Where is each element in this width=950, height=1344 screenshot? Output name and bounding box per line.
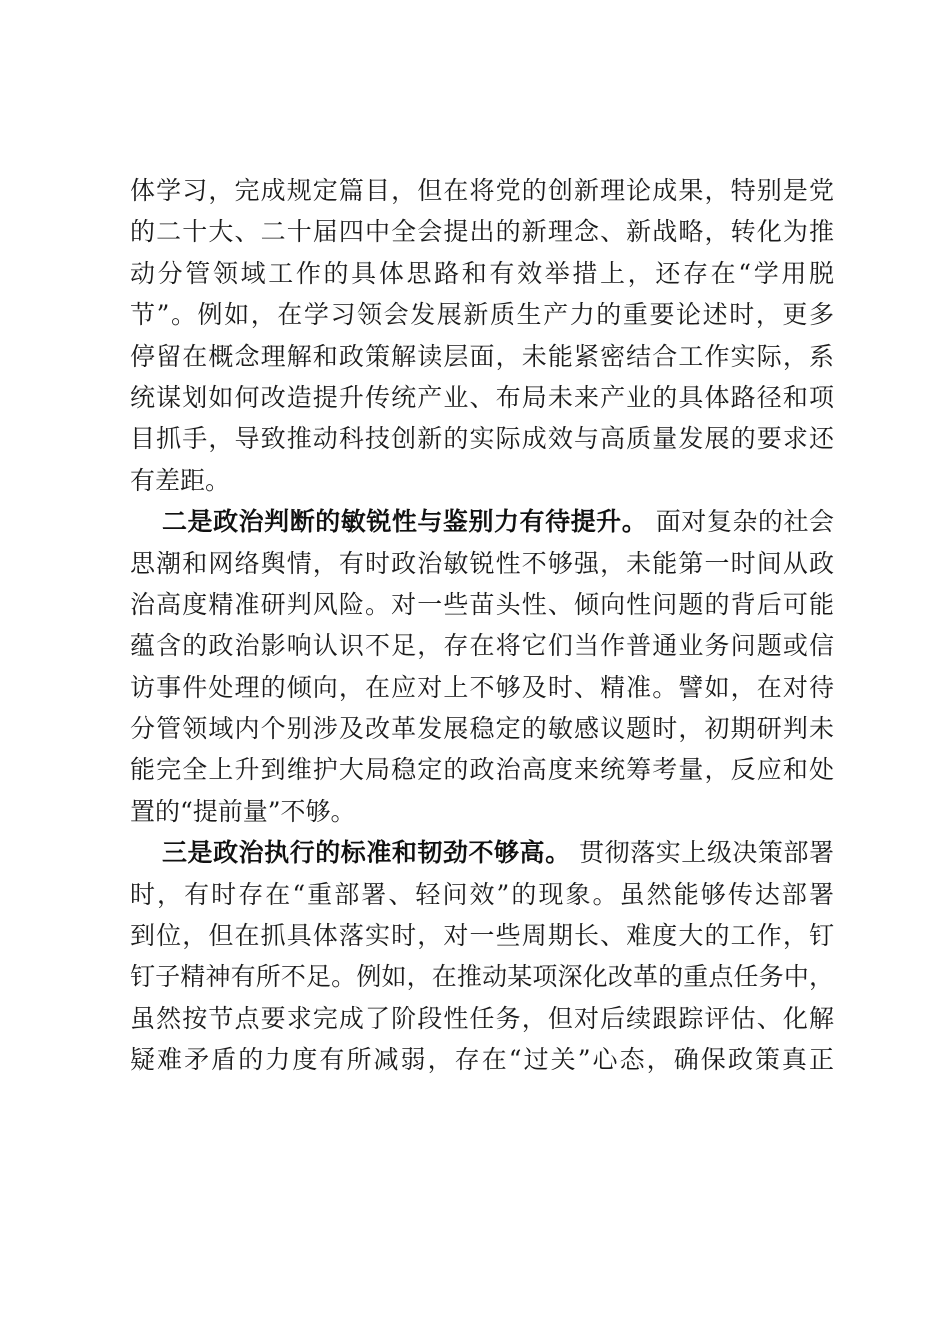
paragraph-lead-text: 贯彻落实上级决策部署 bbox=[579, 838, 834, 868]
text-line: 体学习，完成规定篇目，但在将党的创新理论成果，特别是党 bbox=[130, 176, 834, 205]
text-line: 治高度精准研判风险。对一些苗头性、倾向性问题的背后可能 bbox=[130, 589, 834, 619]
text-line: 的二十大、二十届四中全会提出的新理念、新战略，转化为推 bbox=[130, 217, 834, 247]
document-body bbox=[130, 170, 834, 1081]
paragraph-1 bbox=[130, 170, 834, 501]
paragraph-heading: 二是政治判断的敏锐性与鉴别力有待提升。 bbox=[162, 507, 648, 537]
text-line: 节”。例如，在学习领会发展新质生产力的重要论述时，更多 bbox=[130, 300, 834, 330]
text-line: 思潮和网络舆情，有时政治敏锐性不够强，未能第一时间从政 bbox=[130, 548, 834, 578]
text-line: 蕴含的政治影响认识不足，存在将它们当作普通业务问题或信 bbox=[130, 631, 834, 661]
text-line: 时，有时存在“重部署、轻问效”的现象。虽然能够传达部署 bbox=[130, 879, 834, 909]
text-line: 疑难矛盾的力度有所减弱，存在“过关”心态，确保政策真正 bbox=[130, 1045, 834, 1075]
text-line: 统谋划如何改造提升传统产业、布局未来产业的具体路径和项 bbox=[130, 382, 834, 412]
text-line: 分管领域内个别涉及改革发展稳定的敏感议题时，初期研判未 bbox=[130, 714, 834, 744]
paragraph-heading: 三是政治执行的标准和韧劲不够高。 bbox=[162, 838, 571, 868]
text-line: 动分管领域工作的具体思路和有效举措上，还存在“学用脱 bbox=[130, 258, 834, 288]
text-line: 有差距。 bbox=[130, 465, 231, 495]
text-line: 目抓手，导致推动科技创新的实际成效与高质量发展的要求还 bbox=[130, 424, 834, 454]
text-line: 虽然按节点要求完成了阶段性任务，但对后续跟踪评估、化解 bbox=[130, 1003, 834, 1033]
text-line: 钉子精神有所不足。例如，在推动某项深化改革的重点任务中， bbox=[130, 962, 834, 992]
paragraph-first-line bbox=[130, 832, 834, 873]
paragraph-first-line bbox=[130, 501, 834, 542]
text-line: 能完全上升到维护大局稳定的政治高度来统筹考量，反应和处 bbox=[130, 755, 834, 785]
text-line: 置的“提前量”不够。 bbox=[130, 796, 356, 826]
paragraph-2 bbox=[130, 501, 834, 832]
text-line: 到位，但在抓具体落实时，对一些周期长、难度大的工作，钉 bbox=[130, 921, 834, 951]
text-line: 访事件处理的倾向，在应对上不够及时、精准。譬如，在对待 bbox=[130, 672, 834, 702]
paragraph-lead-text: 面对复杂的社会 bbox=[655, 507, 834, 537]
paragraph-3 bbox=[130, 832, 834, 1080]
text-line: 停留在概念理解和政策解读层面，未能紧密结合工作实际，系 bbox=[130, 341, 834, 371]
